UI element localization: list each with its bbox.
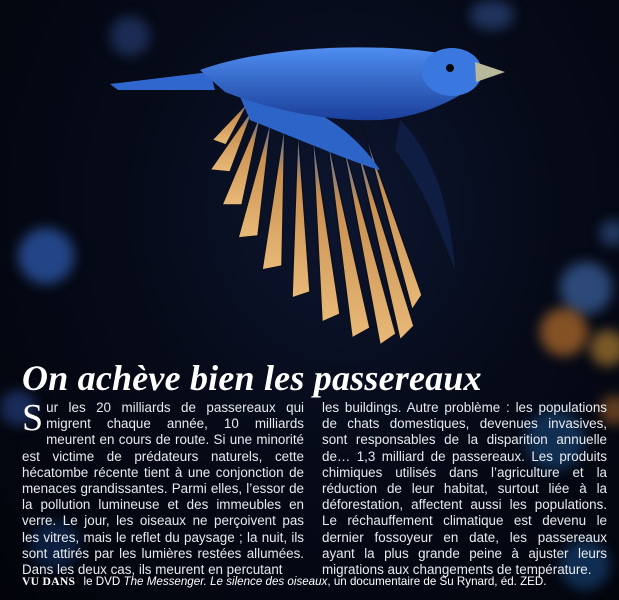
drop-cap: S bbox=[22, 397, 44, 439]
column-left-text: ur les 20 milliards de passereaux qui migrent chaque année, 10 milliards meurent en cours de route. Si une minorité est victime de prédateurs naturels, cette hécatombe récente tient à une conjonction de menaces grandissantes. Parmi elles, l’essor de la pollution lumineuse et des immeubles en verre. Le jour, les oiseaux ne perçoivent pas les vitres, mais le reflet du paysage ; la nuit, ils sont attirés par les lumières restées allumées. Dans les deux cas, ils meurent en percutant bbox=[22, 400, 304, 578]
bird-head bbox=[422, 48, 482, 96]
bird-tail bbox=[110, 72, 215, 90]
article-title: On achève bien les passereaux bbox=[22, 358, 482, 398]
dvd-title: The Messenger. Le silence des oiseaux bbox=[123, 575, 328, 588]
article-column-right: les buildings. Autre problème : les populations de chats domestiques, devenues invasives, sont responsables de la disparition annuelle de… 1,3 milliard de passereaux. Les produits chimiques utilisés dans l’agriculture et la réduction de leur habitat, surtout liée à la déforestation, affectent aussi les populations. Le réchauffement climatique est devenu le dernier fossoyeur en date, les passereaux ayant la plus grande peine à ajuster leurs migrations aux changements de température. bbox=[322, 400, 607, 578]
bird-eye bbox=[446, 64, 454, 72]
article-column-left bbox=[22, 397, 304, 578]
source-credit bbox=[22, 575, 547, 588]
source-label: VU DANS bbox=[22, 575, 76, 588]
source-prefix: le DVD bbox=[83, 575, 121, 588]
source-suffix: , un documentaire de Su Rynard, éd. ZED. bbox=[327, 575, 547, 588]
bird-beak bbox=[475, 62, 505, 82]
